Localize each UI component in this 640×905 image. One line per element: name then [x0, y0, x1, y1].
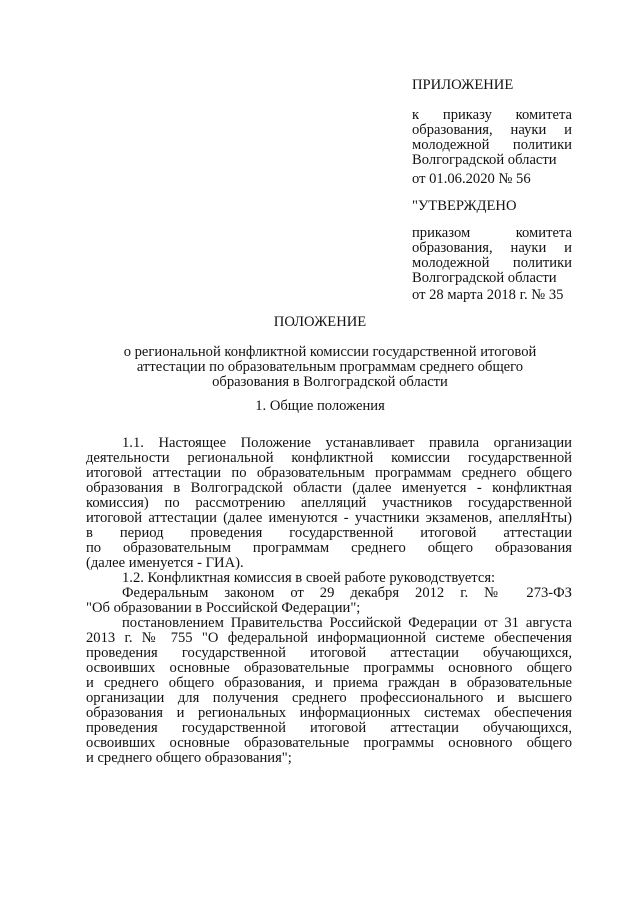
body-line: проведения государственной итоговой аттестации обучающихся, — [86, 645, 572, 661]
body-line: освоивших основные образовательные программы основного общего — [86, 735, 572, 751]
document-body — [86, 436, 572, 766]
document-title: ПОЛОЖЕНИЕ — [273, 314, 367, 330]
approved-line: образования, науки и — [412, 240, 572, 256]
body-line: образования в Волгоградской области (далее именуется - конфликтная — [86, 480, 572, 496]
appendix-order-line: к приказу комитета — [412, 107, 572, 123]
appendix-heading: ПРИЛОЖЕНИЕ — [412, 77, 514, 93]
appendix-order-date: от 01.06.2020 № 56 — [412, 171, 531, 187]
body-line: 2013 г. № 755 "О федеральной информационной системе обеспечения — [86, 630, 572, 646]
appendix-order-reference — [412, 108, 572, 168]
approved-line: Волгоградской области — [412, 270, 557, 286]
appendix-order-line: Волгоградской области — [412, 152, 557, 168]
approved-label: "УТВЕРЖДЕНО — [412, 198, 517, 214]
body-line: Федеральным законом от 29 декабря 2012 г. № 273-ФЗ — [122, 585, 572, 601]
body-line: проведения государственной итоговой аттестации обучающихся, — [86, 720, 572, 736]
section-heading: 1. Общие положения — [255, 398, 385, 414]
appendix-order-line: образования, науки и — [412, 122, 572, 138]
body-line: итоговой аттестации (далее именуются - участники экзаменов, апелляНты) — [86, 510, 572, 526]
body-line: итоговой аттестации по образовательным программам среднего общего — [86, 465, 572, 481]
approved-date: от 28 марта 2018 г. № 35 — [412, 287, 564, 303]
appendix-order-line: молодежной политики — [412, 137, 572, 153]
approved-line: приказом комитета — [412, 225, 572, 241]
body-line: 1.1. Настоящее Положение устанавливает правила организации — [122, 435, 572, 451]
body-line: (далее именуется - ГИА). — [86, 555, 244, 571]
body-line: 1.2. Конфликтная комиссия в своей работе руководствуется: — [122, 570, 496, 586]
body-line: образования и региональных информационных системах обеспечения — [86, 705, 572, 721]
approved-line: молодежной политики — [412, 255, 572, 271]
body-line: и среднего общего образования, и приема граждан в образовательные — [86, 675, 572, 691]
subtitle-line: аттестации по образовательным программам среднего общего — [136, 359, 524, 375]
approved-reference — [412, 226, 572, 286]
subtitle-line: образования в Волгоградской области — [212, 374, 448, 390]
body-line: по образовательным программам среднего общего образования — [86, 540, 572, 556]
document-subtitle — [100, 345, 560, 390]
body-line: освоивших основные образовательные программы основного общего — [86, 660, 572, 676]
body-line: "Об образовании в Российской Федерации"; — [86, 600, 361, 616]
body-line: деятельности региональной конфликтной комиссии государственной — [86, 450, 572, 466]
body-line: и среднего общего образования"; — [86, 750, 292, 766]
body-line: организации для получения среднего профессионального и высшего — [86, 690, 572, 706]
body-line: в период проведения государственной итоговой аттестации — [86, 525, 572, 541]
subtitle-line: о региональной конфликтной комиссии государственной итоговой — [123, 344, 537, 360]
body-line: постановлением Правительства Российской Федерации от 31 августа — [122, 615, 572, 631]
body-line: комиссия) по рассмотрению апелляций участников государственной — [86, 495, 572, 511]
